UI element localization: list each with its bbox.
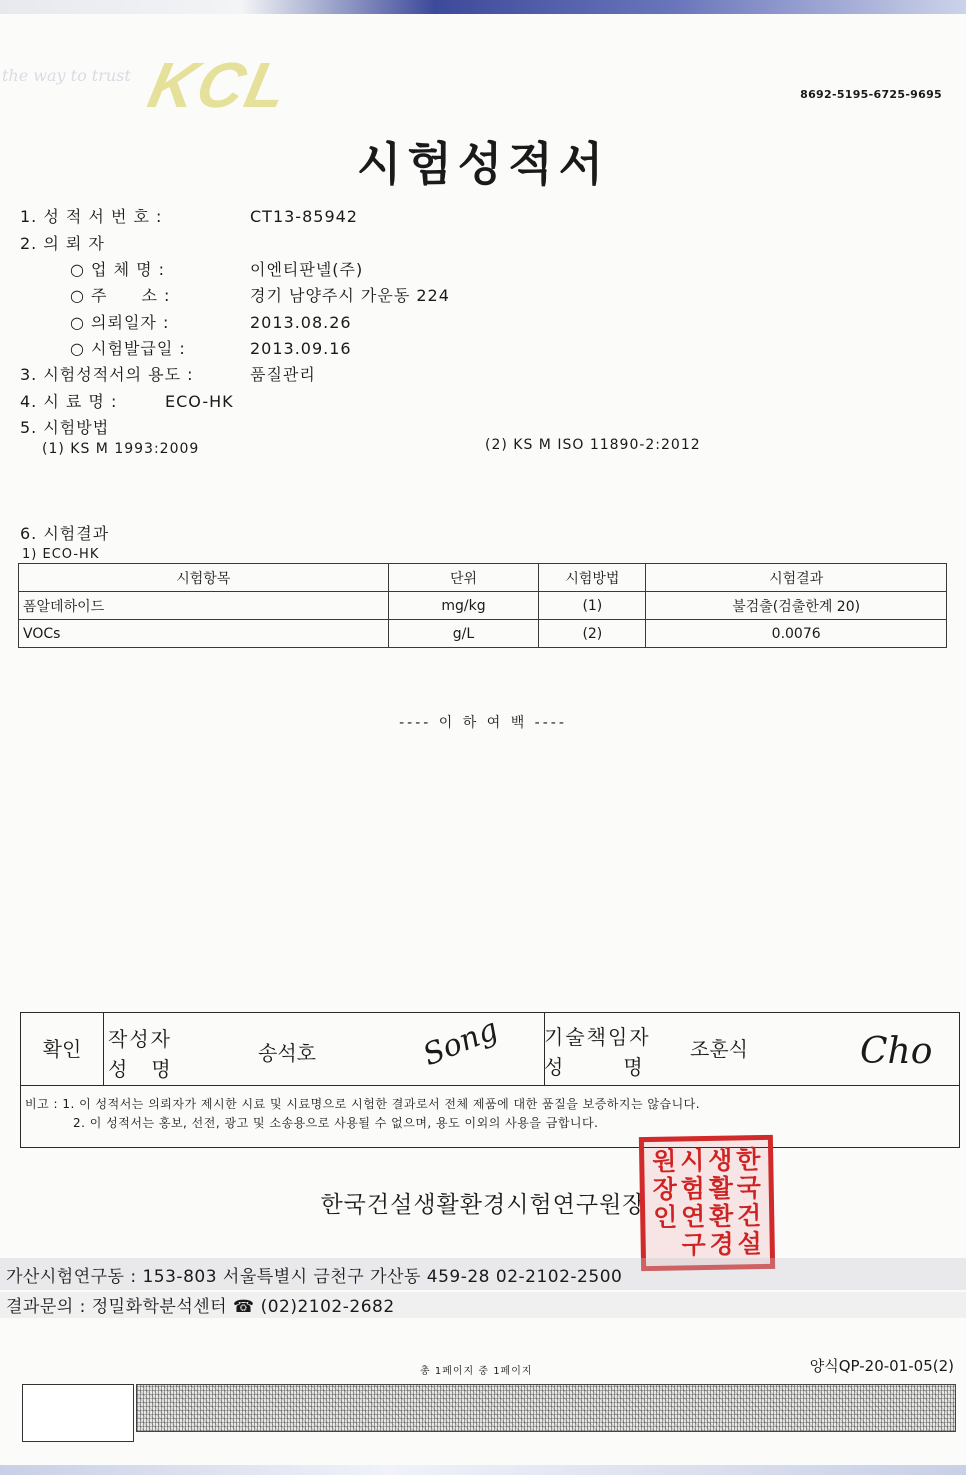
seal-glyph: 건	[736, 1201, 762, 1231]
lab-address: 가산시험연구동 : 153-803 서울특별시 금천구 가산동 459-28 02-2102-2500	[6, 1267, 623, 1287]
cell-result: 0.0076	[646, 620, 947, 648]
document-id: 8692-5195-6725-9695	[800, 88, 942, 101]
signature-row	[21, 1013, 959, 1086]
author-signature: Song	[418, 1011, 503, 1074]
remark-2: 2. 이 성적서는 홍보, 선전, 광고 및 소송용으로 사용될 수 없으며, 용도 이외의 사용을 금합니다.	[73, 1116, 599, 1130]
confirm-label: 확인	[21, 1013, 104, 1085]
sample-label: 4. 시 료 명 :	[20, 392, 118, 411]
company-value: 이엔티판넬(주)	[250, 260, 364, 279]
seal-glyph: 험	[680, 1174, 706, 1204]
report-number-row	[20, 204, 358, 227]
seal-glyph: 연	[680, 1202, 706, 1232]
tagline: the way to trust	[2, 66, 131, 85]
corner-box	[22, 1384, 134, 1442]
address-value: 경기 남양주시 가운동 224	[250, 286, 450, 305]
official-seal	[639, 1135, 775, 1271]
purpose-label: 3. 시험성적서의 용도 :	[20, 365, 194, 384]
cell-method: (1)	[539, 592, 646, 620]
results-table	[18, 563, 947, 648]
client-heading: 2. 의 뢰 자	[20, 234, 105, 253]
kcl-logo: KCL	[142, 49, 296, 121]
col-header-item: 시험항목	[19, 564, 389, 592]
table-row	[19, 620, 947, 648]
tech-name: 조훈식	[690, 1037, 748, 1061]
seal-glyph: 생	[707, 1145, 733, 1175]
tech-label: 기술책임자	[544, 1025, 651, 1049]
institute-name: 한국건설생활환경시험연구원장	[320, 1192, 646, 1218]
cell-item: VOCs	[19, 620, 389, 648]
seal-glyph: 시	[679, 1146, 705, 1176]
remarks	[25, 1095, 700, 1133]
method-1: (1) KS M 1993:2009	[42, 441, 200, 457]
author-label: 작성자	[108, 1027, 172, 1051]
page-indicator: 총 1페이지 중 1페이지	[420, 1366, 533, 1377]
header-band	[0, 0, 966, 14]
seal-glyph: 구	[681, 1230, 707, 1260]
blank-below-marker: ---- 이 하 여 백 ----	[399, 715, 567, 731]
method-2: (2) KS M ISO 11890-2:2012	[485, 437, 701, 453]
issue-date-value: 2013.09.16	[250, 339, 352, 358]
security-barcode	[136, 1384, 956, 1432]
seal-glyph: 경	[709, 1229, 735, 1259]
tech-signature: Cho	[860, 1031, 933, 1072]
seal-glyph: 활	[708, 1173, 734, 1203]
author-name: 송석호	[258, 1041, 316, 1065]
company-label: ○ 업 체 명 :	[70, 260, 166, 279]
cell-method: (2)	[539, 620, 646, 648]
table-row	[19, 592, 947, 620]
signature-box	[20, 1012, 960, 1148]
seal-glyph: 인	[652, 1202, 678, 1232]
report-number-value: CT13-85942	[250, 207, 358, 226]
results-sub: 1) ECO-HK	[22, 547, 100, 562]
method-heading: 5. 시험방법	[20, 418, 110, 437]
cell-unit: g/L	[388, 620, 539, 648]
address-row	[70, 283, 450, 306]
request-date-label: ○ 의뢰일자 :	[70, 313, 170, 332]
author-cell	[104, 1013, 545, 1085]
form-number: 양식QP-20-01-05(2)	[809, 1357, 954, 1375]
seal-characters	[650, 1146, 764, 1260]
inquiry-contact: 결과문의 : 정밀화학분석센터 ☎ (02)2102-2682	[6, 1297, 395, 1317]
col-header-result: 시험결과	[646, 564, 947, 592]
request-date-value: 2013.08.26	[250, 313, 352, 332]
address-label: ○ 주 소 :	[70, 286, 171, 305]
seal-glyph: 설	[737, 1229, 763, 1259]
report-number-label: 1. 성 적 서 번 호 :	[20, 207, 163, 226]
company-row	[70, 257, 363, 280]
cell-unit: mg/kg	[388, 592, 539, 620]
tech-cell	[544, 1013, 958, 1085]
col-header-unit: 단위	[388, 564, 539, 592]
col-header-method: 시험방법	[539, 564, 646, 592]
seal-glyph	[651, 1231, 679, 1259]
seal-glyph: 장	[652, 1174, 678, 1204]
seal-glyph: 국	[736, 1173, 762, 1203]
seal-glyph: 환	[708, 1201, 734, 1231]
document-title: 시험성적서	[356, 137, 610, 191]
request-date-row	[70, 310, 352, 333]
cell-item: 폼알데하이드	[19, 592, 389, 620]
issue-date-row	[70, 336, 352, 359]
footer-band	[0, 1465, 966, 1475]
issue-date-label: ○ 시험발급일 :	[70, 339, 186, 358]
remark-1: 비고 : 1. 이 성적서는 의뢰자가 제시한 시료 및 시료명으로 시험한 결과로서 전체 제품에 대한 품질을 보증하지는 않습니다.	[25, 1097, 701, 1111]
seal-glyph: 원	[651, 1146, 677, 1176]
tech-name-label: 성 명	[544, 1055, 643, 1079]
sample-row	[20, 389, 234, 412]
table-header-row	[19, 564, 947, 592]
seal-glyph: 한	[735, 1145, 761, 1175]
author-name-label: 성 명	[108, 1057, 173, 1081]
results-heading: 6. 시험결과	[20, 524, 110, 543]
purpose-value: 품질관리	[250, 365, 316, 384]
purpose-row	[20, 362, 316, 385]
sample-value: ECO-HK	[165, 392, 234, 411]
cell-result: 불검출(검출한계 20)	[646, 592, 947, 620]
